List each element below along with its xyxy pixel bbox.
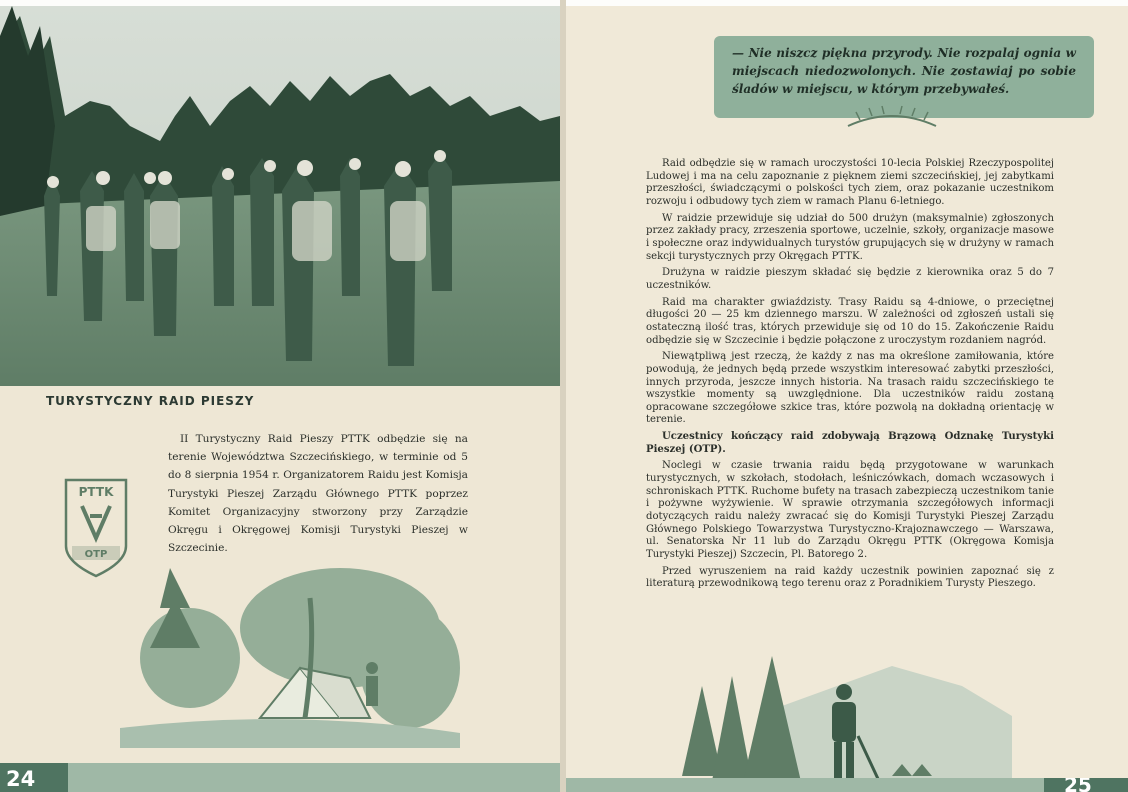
paragraph: Niewątpliwą jest rzeczą, że każdy z nas ma określone zamiłowania, które powodują, że jednych będą przede wszystkim interesować zabytki przeszłości, innych przyroda, jeszcze innych historia. Na trasach raidu szczecińskiego te wszystkie momenty są uwzględnione. Dla uczestników raidu zostaną opracowane szczegółowe szkice tras, które pozwolą na dokładną orientację w terenie. bbox=[646, 351, 1054, 426]
page-band bbox=[0, 763, 560, 792]
leaf-flourish bbox=[844, 104, 940, 134]
svg-text:OTP: OTP bbox=[84, 549, 108, 560]
hikers-photo bbox=[0, 6, 560, 386]
body-text bbox=[646, 158, 1054, 595]
page-number: 25 bbox=[1044, 778, 1128, 792]
intro-paragraph: II Turystyczny Raid Pieszy PTTK odbędzie się na terenie Województwa Szczecińskiego, w terminie od 5 do 8 sierpnia 1954 r. Organizatorem Raidu jest Komisja Turystyki Pieszej Zarządu Głównego PTTK poprzez Komitet Organizacyjny stworzony przy Zarządzie Okręgu i Okręgowej Komisji Turystyki Pieszej w Szczecinie. bbox=[168, 433, 468, 555]
page-number: 24 bbox=[0, 763, 68, 792]
camp-illustration bbox=[110, 558, 470, 758]
paragraph: Raid ma charakter gwiaździsty. Trasy Raidu są 4-dniowe, o przeciętnej długości 20 — 25 km dziennego marszu. W zależności od zgłoszeń ustali się ostateczną ilość tras, których przewiduje się od 10 do 15. Zakończenie Raidu odbędzie się w Szczecinie i będzie połączone z uroczystym rozdaniem nagród. bbox=[646, 296, 1054, 346]
left-page bbox=[0, 6, 560, 792]
hiker-illustration bbox=[662, 646, 1012, 792]
quote-box: — Nie niszcz piękna przyrody. Nie rozpalaj ognia w miejscach niedozwolonych. Nie zostawiaj po sobie śladów w miejscu, w którym przebywałeś. bbox=[714, 36, 1094, 118]
svg-text:PTTK: PTTK bbox=[78, 485, 114, 499]
badge-paragraph: Uczestnicy kończący raid zdobywają Brązową Odznakę Turystyki Pieszej (OTP). bbox=[646, 431, 1054, 455]
paragraph: Raid odbędzie się w ramach uroczystości 10-lecia Polskiej Rzeczypospolitej Ludowej i ma na celu zapoznanie z pięknem ziemi szczecińskiej, jej zabytkami przeszłości, świadczącymi o polskości tych ziem, oraz pokazanie uczestnikom rozwoju i odbudowy tych ziem w ramach Planu 6-letniego. bbox=[646, 158, 1054, 207]
right-page bbox=[566, 6, 1128, 792]
section-heading: TURYSTYCZNY RAID PIESZY bbox=[46, 394, 255, 408]
paragraph: Drużyna w raidzie pieszym składać się będzie z kierownika oraz 5 do 7 uczestników. bbox=[646, 267, 1054, 291]
paragraph: W raidzie przewiduje się udział do 500 drużyn (maksymalnie) zgłoszonych przez zakłady pracy, zrzeszenia sportowe, uczelnie, szkoły, organizacje masowe i społeczne oraz indywidualnych turystów grupujących się w drużyny w ramach sekcji turystycznych przy Okręgach PTTK. bbox=[646, 212, 1054, 262]
paragraph: Przed wyruszeniem na raid każdy uczestnik powinien zapoznać się z literaturą przewodnikową tego terenu oraz z Poradnikiem Turysty Pieszego. bbox=[646, 565, 1054, 590]
paragraph: Noclegi w czasie trwania raidu będą przygotowane w warunkach turystycznych, w szkołach, stodołach, leśniczówkach, domach wczasowych i schroniskach PTTK. Ruchome bufety na trasach zabezpieczą uczestnikom tanie i pożywne wyżywienie. W sprawie otrzymania szczegółowych informacji dotyczących raidu należy zwracać się do Komisji Turystyki Pieszej Zarządu Głównego Polskiego Towarzystwa Turystyczno-Krajoznawczego — Warszawa, ul. Senatorska Nr 11 lub do Zarządu Okręgu PTTK (Okręgowa Komisja Turystyki Pieszej) Szczecin, Pl. Batorego 2. bbox=[646, 460, 1054, 561]
